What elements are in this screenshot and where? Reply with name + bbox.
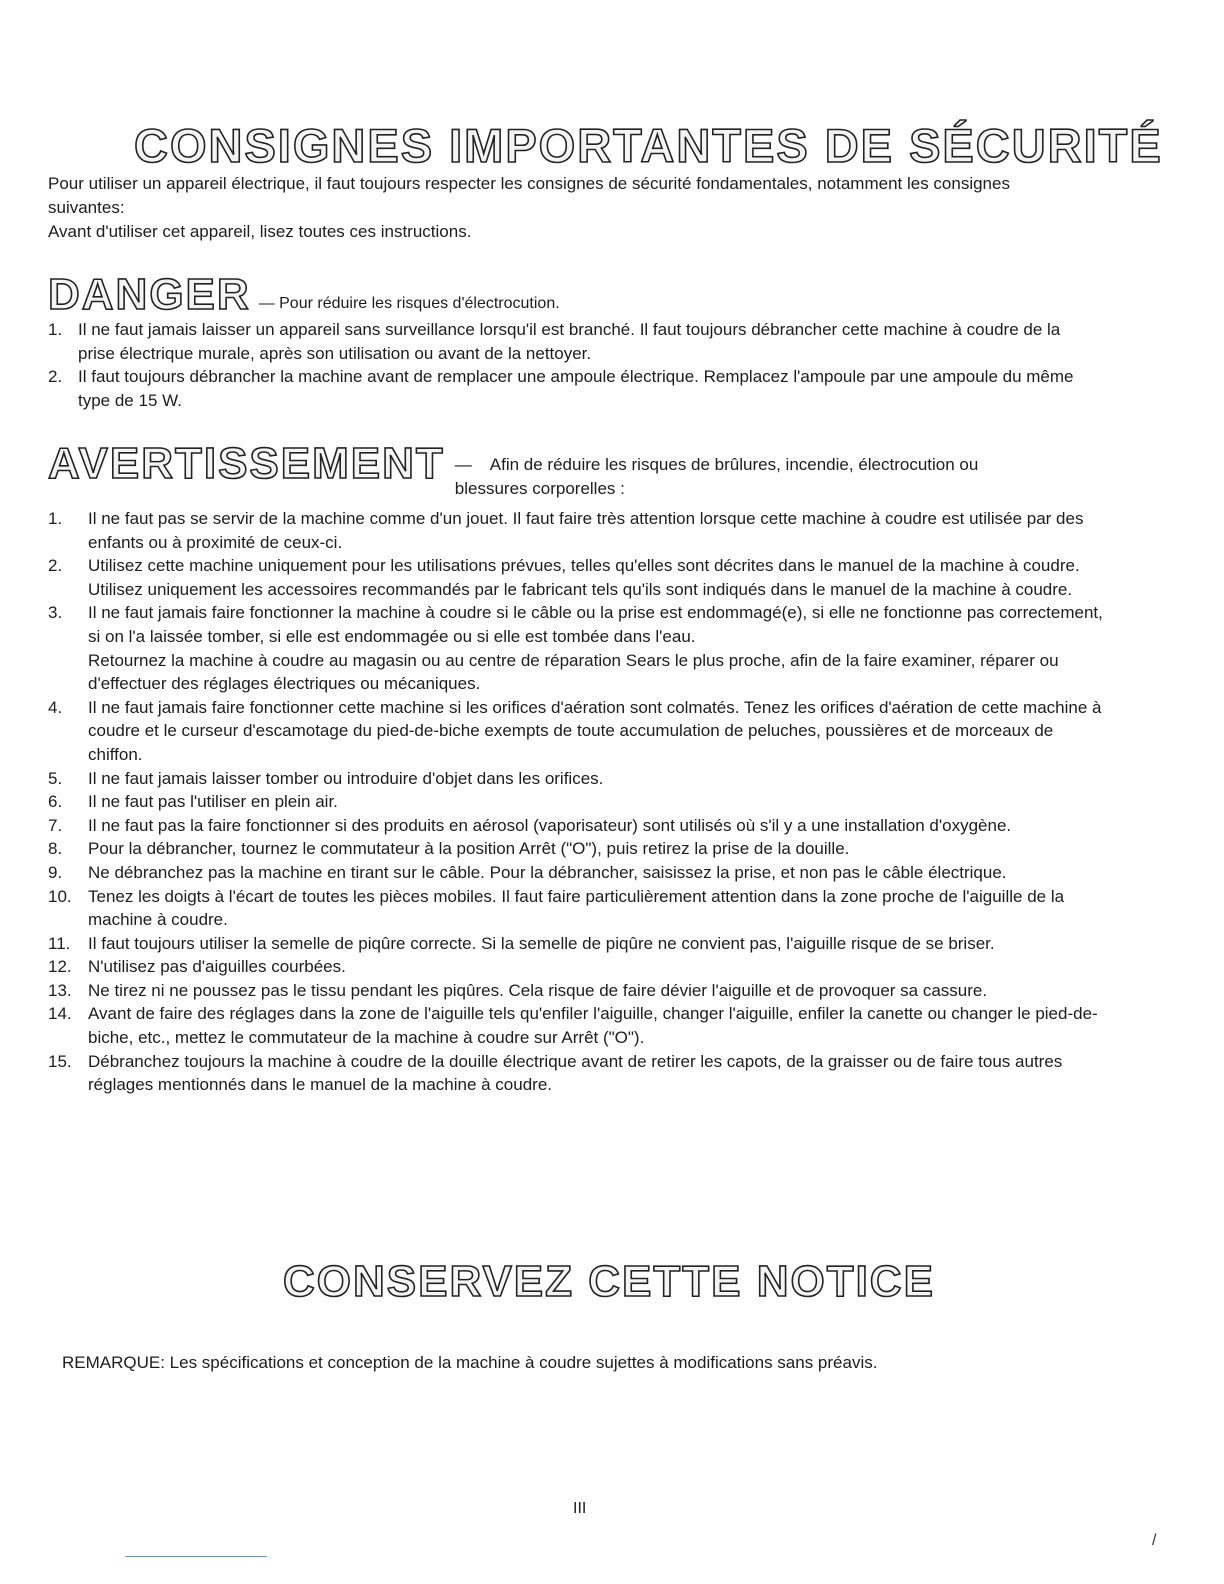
page-number: III	[573, 1500, 587, 1517]
item-text-wrap	[88, 790, 338, 814]
list-item	[48, 1050, 1108, 1097]
danger-subtitle: — Pour réduire les risques d'électrocution.	[258, 295, 560, 312]
item-number: 11.	[48, 933, 71, 953]
item-text: Ne tirez ni ne poussez pas le tissu pendant les piqûres. Cela risque de faire dévier l'aiguille et de provoquer sa cassure.	[88, 980, 988, 1000]
item-text: Tenez les doigts à l'écart de toutes les pièces mobiles. Il faut faire particulièrement attention dans la zone proche de l'aiguille de la machine à coudre.	[88, 886, 1065, 930]
item-number: 7.	[48, 815, 63, 835]
item-text: Pour la débrancher, tournez le commutateur à la position Arrêt ("O"), puis retirez la prise de la douille.	[88, 839, 850, 859]
item-text: Il ne faut pas se servir de la machine comme d'un jouet. Il faut faire très attention lorsque cette machine à coudre est utilisée par des enfants ou à proximité de ceux-ci.	[88, 509, 1084, 552]
item-text-wrap	[88, 1050, 1108, 1097]
item-text-wrap	[88, 507, 1108, 554]
item-text-wrap	[88, 1002, 1108, 1049]
item-text-wrap	[88, 861, 1007, 885]
intro-line-2: Avant d'utiliser cet appareil, lisez toutes ces instructions.	[48, 222, 472, 241]
footer-title: CONSERVEZ CETTE NOTICE	[283, 1257, 935, 1306]
item-text: Il faut toujours utiliser la semelle de piqûre correcte. Si la semelle de piqûre ne convient pas, l'aiguille risque de se briser.	[88, 933, 995, 953]
item-number: 1.	[48, 509, 63, 528]
item-text-wrap	[88, 955, 346, 979]
item-number: 1.	[48, 320, 63, 339]
item-number: 2.	[48, 556, 63, 576]
item-text: Il ne faut jamais laisser un appareil sans surveillance lorsqu'il est branché. Il faut toujours débrancher cette machine à coudre de la prise électrique murale, après son utilisation ou avant de la nettoyer.	[78, 320, 1061, 363]
item-text: Il ne faut jamais laisser tomber ou introduire d'objet dans les orifices.	[88, 768, 604, 788]
intro-block	[48, 172, 1088, 244]
item-number: 5.	[48, 768, 63, 788]
list-item	[48, 837, 1108, 861]
item-number: 8.	[48, 839, 63, 859]
list-item	[48, 861, 1108, 885]
item-text: Il ne faut jamais faire fonctionner cette machine si les orifices d'aération sont colmatés. Tenez les orifices d'aération de cette machine à coudre et le curseur d'escamotage du pied-de-biche exempts de toute accumulation de peluches, poussières et de morceaux de chiffon.	[88, 697, 1102, 764]
intro-line-1: Pour utiliser un appareil électrique, il faut toujours respecter les consignes de sécurité fondamentales, notamment les consignes suivantes:	[48, 174, 1010, 217]
item-text: N'utilisez pas d'aiguilles courbées.	[88, 957, 346, 977]
avertissement-list	[48, 507, 1108, 1097]
avertissement-dash: —	[454, 455, 472, 474]
item-text-wrap	[88, 554, 1080, 601]
avertissement-subtitle: Afin de réduire les risques de brûlures, incendie, électrocution ou blessures corporelles :	[454, 455, 979, 498]
list-item	[48, 1002, 1108, 1049]
item-number: 6.	[48, 792, 63, 812]
item-number: 3.	[48, 603, 63, 623]
list-item	[48, 696, 1108, 767]
list-item	[48, 554, 1108, 601]
avertissement-heading: AVERTISSEMENT	[48, 439, 445, 488]
list-item	[48, 814, 1108, 838]
item-text-wrap	[88, 696, 1108, 767]
item-number: 9.	[48, 862, 63, 882]
item-text-wrap	[88, 885, 1108, 932]
danger-list	[48, 318, 1088, 412]
item-text-wrap	[88, 979, 987, 1003]
avertissement-subtitle-wrap	[455, 453, 1055, 501]
item-text: Il faut toujours débrancher la machine avant de remplacer une ampoule électrique. Remplacez l'ampoule par une ampoule du même type de 15 W.	[78, 367, 1074, 410]
list-item	[48, 767, 1108, 791]
item-text: Il ne faut pas l'utiliser en plein air.	[88, 792, 338, 812]
list-item	[48, 955, 1108, 979]
item-number: 10.	[48, 886, 72, 906]
list-item	[48, 979, 1108, 1003]
item-number: 14.	[48, 1004, 72, 1024]
item-text-continued: Retournez la machine à coudre au magasin ou au centre de réparation Sears le plus proche, afin de la faire examiner, réparer ou d'effectuer des réglages électriques ou mécaniques.	[88, 650, 1059, 694]
item-text-continued: Utilisez uniquement les accessoires recommandés par le fabricant tels qu'ils sont indiqués dans le manuel de la machine à coudre.	[88, 579, 1073, 599]
list-item	[48, 932, 1108, 956]
list-item	[48, 790, 1108, 814]
item-number: 15.	[48, 1051, 72, 1071]
list-item	[48, 318, 1088, 365]
avertissement-heading-row	[48, 439, 1055, 501]
item-text-wrap	[88, 837, 849, 861]
list-item	[48, 507, 1108, 554]
item-text: Ne débranchez pas la machine en tirant sur le câble. Pour la débrancher, saisissez la prise, et non pas le câble électrique.	[88, 862, 1007, 882]
item-text: Il ne faut jamais faire fonctionner la machine à coudre si le câble ou la prise est endommagé(e), si elle ne fonctionne pas correctement, si on l'a laissée tomber, si elle est endommagée ou si elle est tombée dans l'eau.	[88, 603, 1103, 646]
item-number: 2.	[48, 367, 63, 387]
list-item	[48, 601, 1108, 695]
list-item	[48, 365, 1088, 412]
remark-note: REMARQUE: Les spécifications et conception de la machine à coudre sujettes à modifications sans préavis.	[62, 1353, 878, 1372]
list-item	[48, 885, 1108, 932]
item-text-wrap	[88, 814, 1011, 838]
item-text: Débranchez toujours la machine à coudre de la douille électrique avant de retirer les capots, de la graisser ou de faire tous autres réglages mentionnés dans le manuel de la machine à coudre.	[88, 1051, 1063, 1095]
item-text: Utilisez cette machine uniquement pour les utilisations prévues, telles qu'elles sont décrites dans le manuel de la machine à coudre.	[88, 556, 1080, 576]
danger-heading-row	[48, 270, 560, 319]
item-number: 4.	[48, 697, 63, 717]
item-text-wrap	[88, 932, 995, 956]
item-text-wrap	[88, 601, 1108, 695]
corner-mark: /	[1152, 1532, 1157, 1549]
divider-line	[125, 1556, 267, 1557]
item-number: 13.	[48, 980, 72, 1000]
page-title: CONSIGNES IMPORTANTES DE SÉCURITÉ	[134, 119, 1163, 172]
danger-heading: DANGER	[48, 270, 251, 319]
item-number: 12.	[48, 957, 72, 977]
item-text: Avant de faire des réglages dans la zone de l'aiguille tels qu'enfiler l'aiguille, changer l'aiguille, enfiler la canette ou changer le pied-de-biche, etc., mettez le commutateur de la machine à coudre sur Arrêt ("O").	[88, 1004, 1098, 1048]
item-text: Il ne faut pas la faire fonctionner si des produits en aérosol (vaporisateur) sont utilisés où s'il y a une installation d'oxygène.	[88, 815, 1012, 835]
item-text-wrap	[88, 767, 603, 791]
